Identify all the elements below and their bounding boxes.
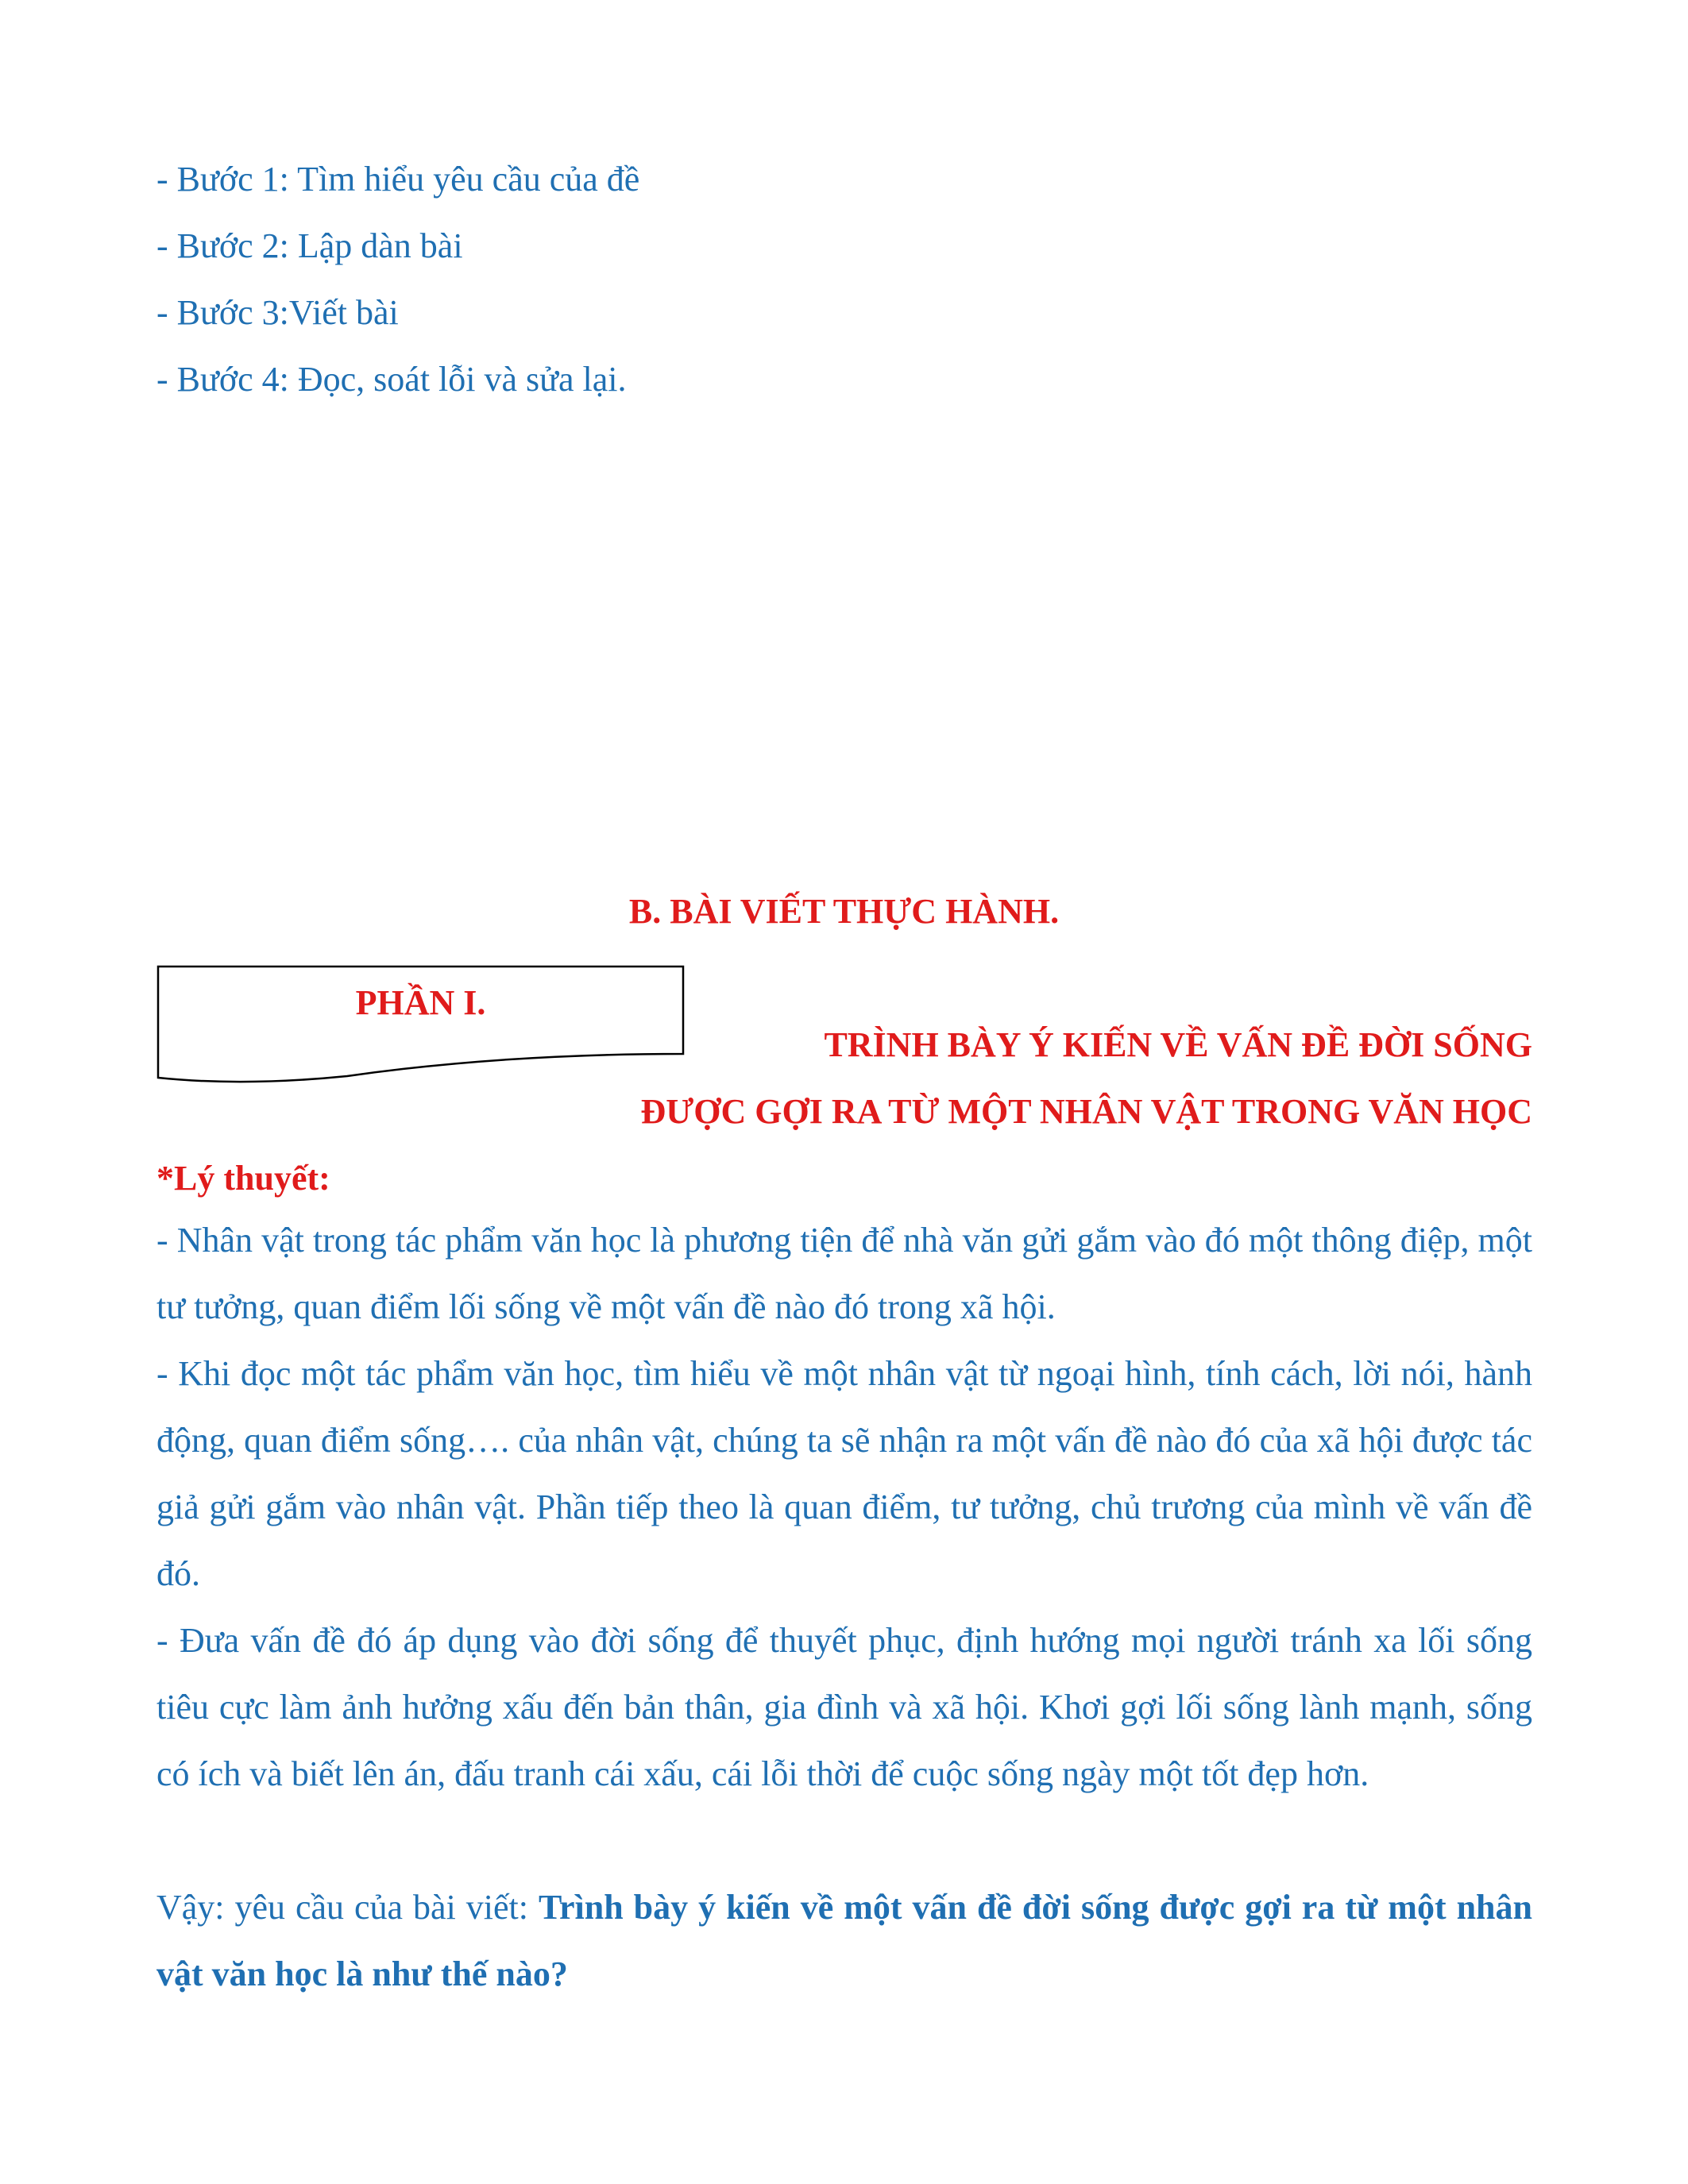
theory-paragraph-2: - Khi đọc một tác phẩm văn học, tìm hiểu về một nhân vật từ ngoại hình, tính cách, lời nói, hành động, quan điểm sống…. của nhân vật, chúng ta sẽ nhận ra một vấn đề nào đó của xã hội được tác giả gửi gắm vào nhân vật. Phần tiếp theo là quan điểm, tư tưởng, chủ trương của mình về vấn đề đó. [156, 1354, 1532, 1593]
conclusion-question: Trình bày ý kiến về một vấn đề đời sống được gợi ra từ một nhân vật văn học là như thế nào? [156, 1888, 1532, 1993]
step-3: - Bước 3:Viết bài [156, 293, 399, 332]
part-title-line-2: ĐƯỢC GỢI RA TỪ MỘT NHÂN VẬT TRONG VĂN HỌC [640, 1092, 1532, 1131]
conclusion-prefix: Vậy: yêu cầu của bài viết: [156, 1888, 539, 1927]
step-2: - Bước 2: Lập dàn bài [156, 226, 463, 265]
section-b-title: B. BÀI VIẾT THỰC HÀNH. [628, 892, 1060, 931]
part-banner [156, 965, 685, 1084]
part-label: PHẦN I. [355, 983, 486, 1022]
step-4: - Bước 4: Đọc, soát lỗi và sửa lại. [156, 360, 627, 399]
step-1: - Bước 1: Tìm hiểu yêu cầu của đề [156, 160, 640, 199]
theory-paragraph-1: - Nhân vật trong tác phẩm văn học là phương tiện để nhà văn gửi gắm vào đó một thông điệp, một tư tưởng, quan điểm lối sống về một vấn đề nào đó trong xã hội. [156, 1221, 1532, 1326]
theory-label: *Lý thuyết: [156, 1159, 330, 1198]
theory-paragraph-3: - Đưa vấn đề đó áp dụng vào đời sống để thuyết phục, định hướng mọi người tránh xa lối sống tiêu cực làm ảnh hưởng xấu đến bản thân, gia đình và xã hội. Khơi gợi lối sống lành mạnh, sống có ích và biết lên án, đấu tranh cái xấu, cái lỗi thời để cuộc sống ngày một tốt đẹp hơn. [156, 1621, 1532, 1793]
part-title-line-1: TRÌNH BÀY Ý KIẾN VỀ VẤN ĐỀ ĐỜI SỐNG [824, 1025, 1532, 1064]
conclusion-paragraph [156, 1874, 1532, 2008]
